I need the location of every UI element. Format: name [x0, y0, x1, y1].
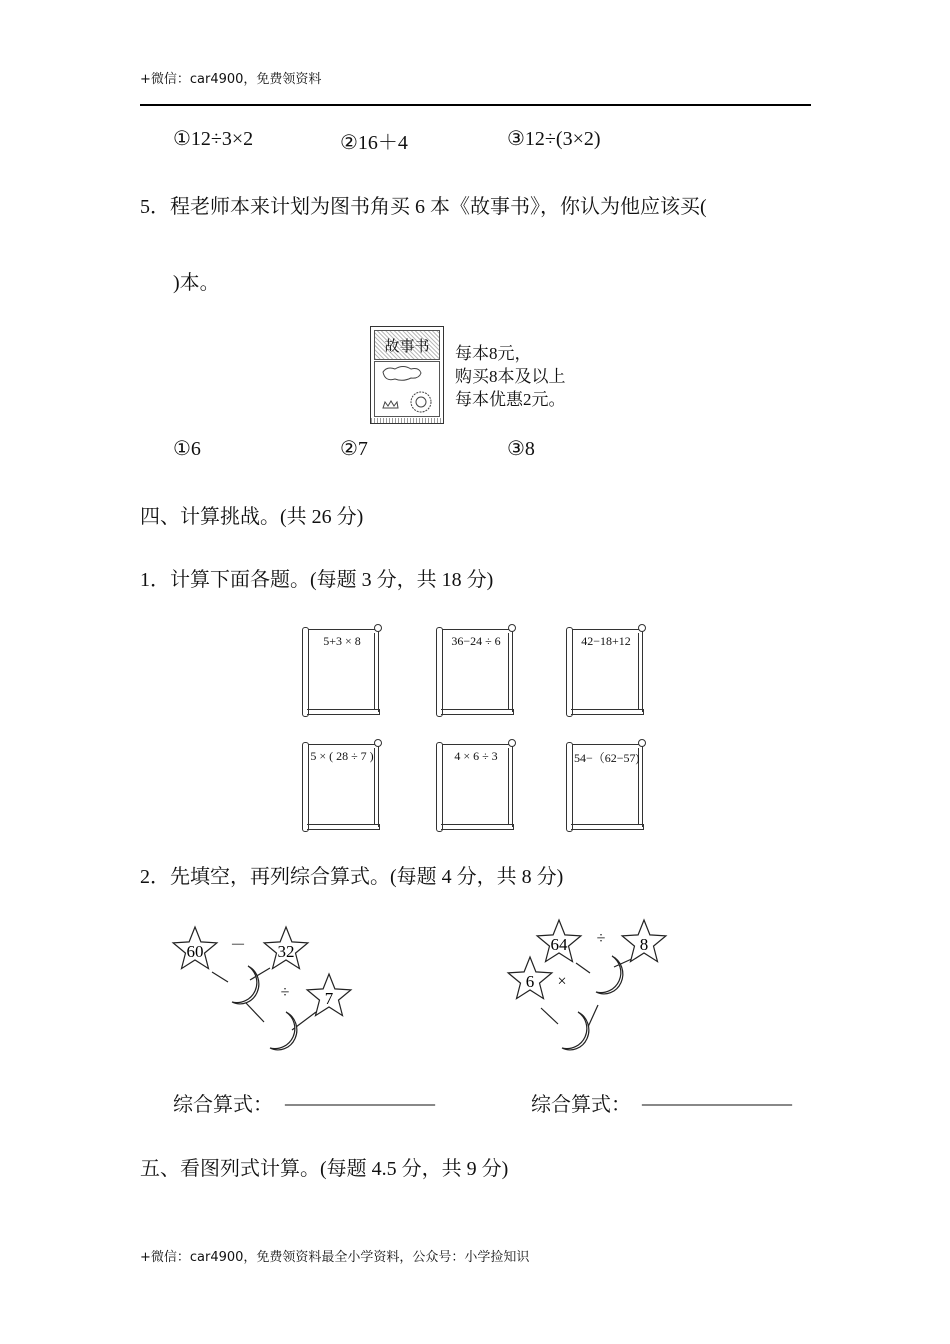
operator-sign: ÷: [280, 984, 290, 1001]
formula-label-right: 综合算式：: [531, 1094, 631, 1116]
q5-text-line2: )本。: [173, 272, 220, 294]
star-number: 60: [186, 942, 204, 961]
s4-q2-title: 2．先填空，再列综合算式。(每题 4 分，共 8 分): [140, 866, 564, 888]
price-promo-line1: 每本8元，: [455, 344, 532, 363]
calc-expression: 54−（62−57): [574, 751, 640, 765]
calc-expression: 42−18+12: [581, 634, 631, 648]
star-number: 64: [550, 935, 568, 954]
q5-option-3: ③8: [507, 438, 535, 460]
formula-label-left: 综合算式：: [173, 1094, 273, 1116]
q5-option-2: ②7: [340, 438, 368, 460]
calc-expression: 5+3 × 8: [323, 634, 361, 648]
star-number: 7: [324, 989, 334, 1008]
operator-sign: ÷: [596, 930, 606, 947]
q4-option-3: ③12÷(3×2): [507, 128, 601, 150]
header-watermark: +微信：car4900，免费领资料: [140, 72, 322, 87]
star-number: 32: [277, 942, 295, 961]
q4-option-2: ②16＋4: [340, 132, 408, 154]
connector-line: [246, 1003, 264, 1022]
operator-sign: ×: [557, 973, 567, 990]
moon-icon: [596, 956, 623, 994]
price-promo-line3: 每本优惠2元。: [455, 390, 566, 409]
q5-option-1: ①6: [173, 438, 201, 460]
connector-line: [576, 963, 590, 973]
formula-blank-left[interactable]: _______________: [285, 1086, 435, 1108]
price-promo-line2: 购买8本及以上: [455, 367, 566, 386]
moon-icon: [232, 966, 259, 1004]
moon-icon: [270, 1012, 297, 1050]
calc-expression: 36−24 ÷ 6: [451, 634, 501, 648]
section5-title: 五、看图列式计算。(每题 4.5 分，共 9 分): [140, 1158, 509, 1180]
connector-line: [212, 972, 228, 982]
calc-expression: 4 × 6 ÷ 3: [454, 749, 498, 763]
formula-blank-right[interactable]: _______________: [642, 1086, 792, 1108]
star-number: 6: [525, 972, 535, 991]
s4-q1-title: 1．计算下面各题。(每题 3 分，共 18 分): [140, 569, 494, 591]
book-title: 故事书: [384, 337, 430, 355]
operator-sign: －: [229, 937, 247, 954]
connector-line: [588, 1005, 598, 1027]
star-number: 8: [639, 935, 649, 954]
q4-option-1: ①12÷3×2: [173, 128, 254, 150]
moon-icon: [562, 1012, 589, 1050]
connector-line: [541, 1008, 558, 1024]
footer-watermark: +微信：car4900，免费领资料最全小学资料，公众号：小学捡知识: [140, 1250, 530, 1265]
calc-expression: 5 × ( 28 ÷ 7 ): [310, 749, 374, 763]
section4-title: 四、计算挑战。(共 26 分): [140, 506, 364, 528]
q5-text-line1: 5．程老师本来计划为图书角买 6 本《故事书》，你认为他应该买(: [140, 196, 707, 218]
